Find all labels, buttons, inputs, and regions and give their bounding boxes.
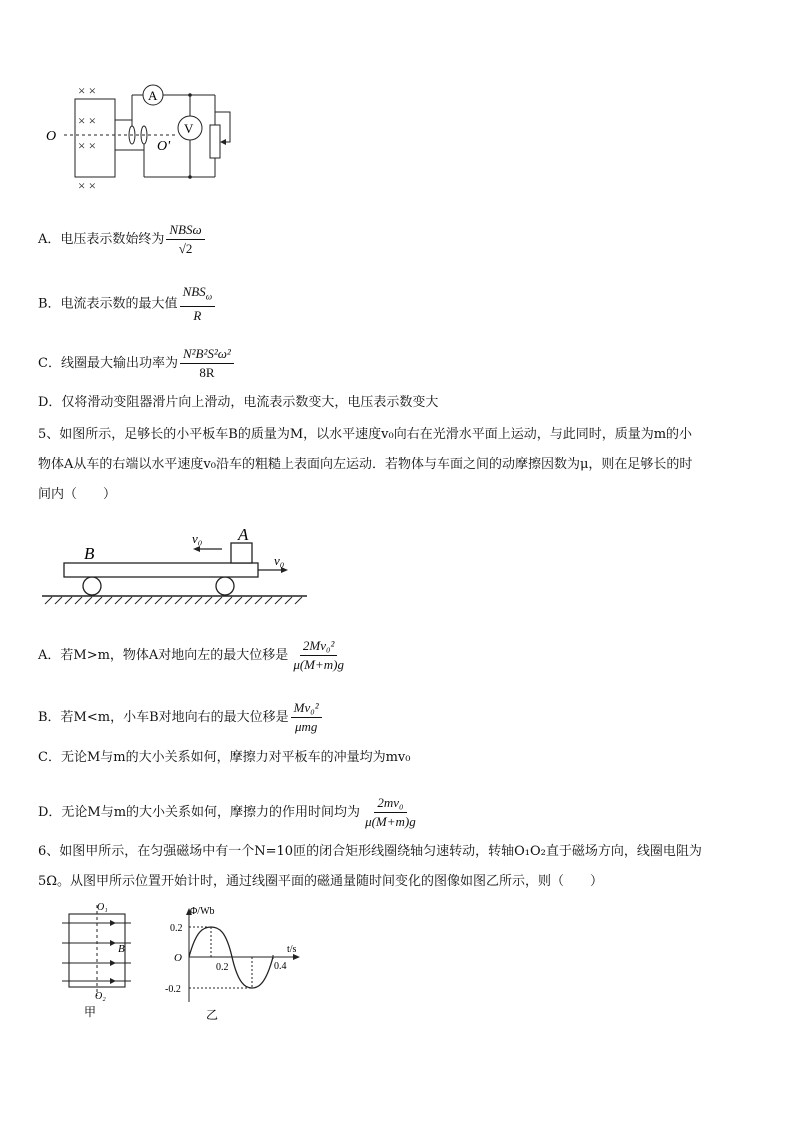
svg-text:× ×: × × — [78, 83, 96, 98]
q5-stem — [38, 420, 758, 510]
origin-label: O — [174, 952, 182, 964]
q4-option-a — [38, 222, 205, 257]
label-o: O — [46, 129, 57, 144]
q5-option-d — [38, 795, 419, 830]
q5-stem-line3: 间内（ ） — [38, 487, 117, 502]
q4-option-b-formula: $\frac{NBS_\omega}{R}$ — [180, 284, 215, 324]
x-tick-0-2: 0.2 — [216, 962, 229, 973]
q6-stem — [38, 837, 758, 897]
q5-stem-line2: 物体A从车的右端以水平速度v₀沿车的粗糙上表面向左运动．若物体与车面之间的动摩擦因数为μ，则在足够长的时 — [38, 457, 693, 472]
label-b-field: B — [118, 943, 125, 955]
wheel-right-icon — [216, 577, 234, 595]
label-v-right: v₀ — [274, 553, 285, 568]
q5-option-d-text: D．无论M与m的大小关系如何，摩擦力的作用时间均为 — [38, 805, 361, 820]
q5-option-b-text: B．若M<m，小车B对地向右的最大位移是 — [38, 710, 289, 725]
svg-text:× ×: × × — [78, 178, 96, 193]
ammeter-label: A — [148, 88, 158, 103]
q5-cart-figure — [40, 520, 310, 608]
q5-option-d-formula: $\frac{\text{2mv₀}}{\mu(M+m)g}$ — [365, 795, 416, 829]
q4-circuit-figure — [40, 78, 250, 196]
label-o1: O₁ — [97, 902, 108, 913]
label-o-prime: O' — [157, 139, 171, 154]
q4-option-c — [38, 346, 234, 381]
q5-option-a-text: A．若M>m，物体A对地向左的最大位移是 — [38, 648, 289, 663]
q5-option-b — [38, 700, 322, 735]
q5-option-a — [38, 638, 347, 673]
q4-option-a-formula: $\frac{\text{NBSω}}{√2}$ — [166, 222, 204, 257]
wheel-left-icon — [83, 577, 101, 595]
q4-option-b — [38, 284, 215, 324]
label-a: A — [238, 525, 249, 544]
q4-option-a-text: A．电压表示数始终为 — [38, 232, 165, 247]
q5-option-b-formula: $\frac{\text{Mv₀²}}{\text{μmg}}$ — [291, 700, 322, 735]
q6-fig-jia — [55, 896, 145, 1022]
rheostat-icon — [210, 125, 220, 158]
svg-text:× ×: × × — [78, 113, 96, 128]
cart-board — [64, 563, 258, 577]
q5-option-c: C．无论M与m的大小关系如何，摩擦力对平板车的冲量均为mv₀ — [38, 750, 411, 765]
voltmeter-label: V — [184, 121, 194, 136]
label-o2: O₂ — [95, 991, 106, 1002]
y-axis-label: Φ/Wb — [190, 906, 215, 917]
y-tick-bottom: -0.2 — [165, 984, 181, 995]
q6-stem-line2: 5Ω。从图甲所示位置开始计时，通过线圈平面的磁通量随时间变化的图像如图乙所示，则（ ） — [38, 874, 604, 889]
q4-option-c-text: C．线圈最大输出功率为 — [38, 356, 178, 371]
block-a — [231, 543, 252, 563]
label-b: B — [84, 544, 95, 563]
x-axis-label: t/s — [287, 944, 297, 955]
q5-option-a-formula: $\frac{\text{2Mv₀²}}{\mu(M+m)g}$ — [293, 638, 344, 672]
q6-fig-yi — [165, 896, 305, 1022]
arrow-left-icon — [193, 546, 200, 552]
caption-jia: 甲 — [84, 1005, 97, 1019]
q5-stem-line1: 5、如图所示，足够长的小平板车B的质量为M，以水平速度v₀向右在光滑水平面上运动，与此同时，质量为m的小 — [38, 427, 693, 442]
caption-yi: 乙 — [206, 1008, 219, 1022]
label-v-left: v₀ — [192, 531, 203, 546]
y-tick-top: 0.2 — [170, 923, 183, 934]
svg-text:× ×: × × — [78, 138, 96, 153]
x-tick-0-4: 0.4 — [274, 961, 287, 972]
q4-option-d: D．仅将滑动变阻器滑片向上滑动，电流表示数变大，电压表示数变大 — [38, 395, 439, 410]
q4-option-b-text: B．电流表示数的最大值 — [38, 296, 178, 312]
q6-stem-line1: 6、如图甲所示，在匀强磁场中有一个N=10匝的闭合矩形线圈绕轴匀速转动，转轴O₁O₂直于磁场方向，线圈电阻为 — [38, 844, 702, 859]
q4-option-c-formula: $\frac{\text{N²B²S²ω²}}{8R}$ — [180, 346, 234, 381]
